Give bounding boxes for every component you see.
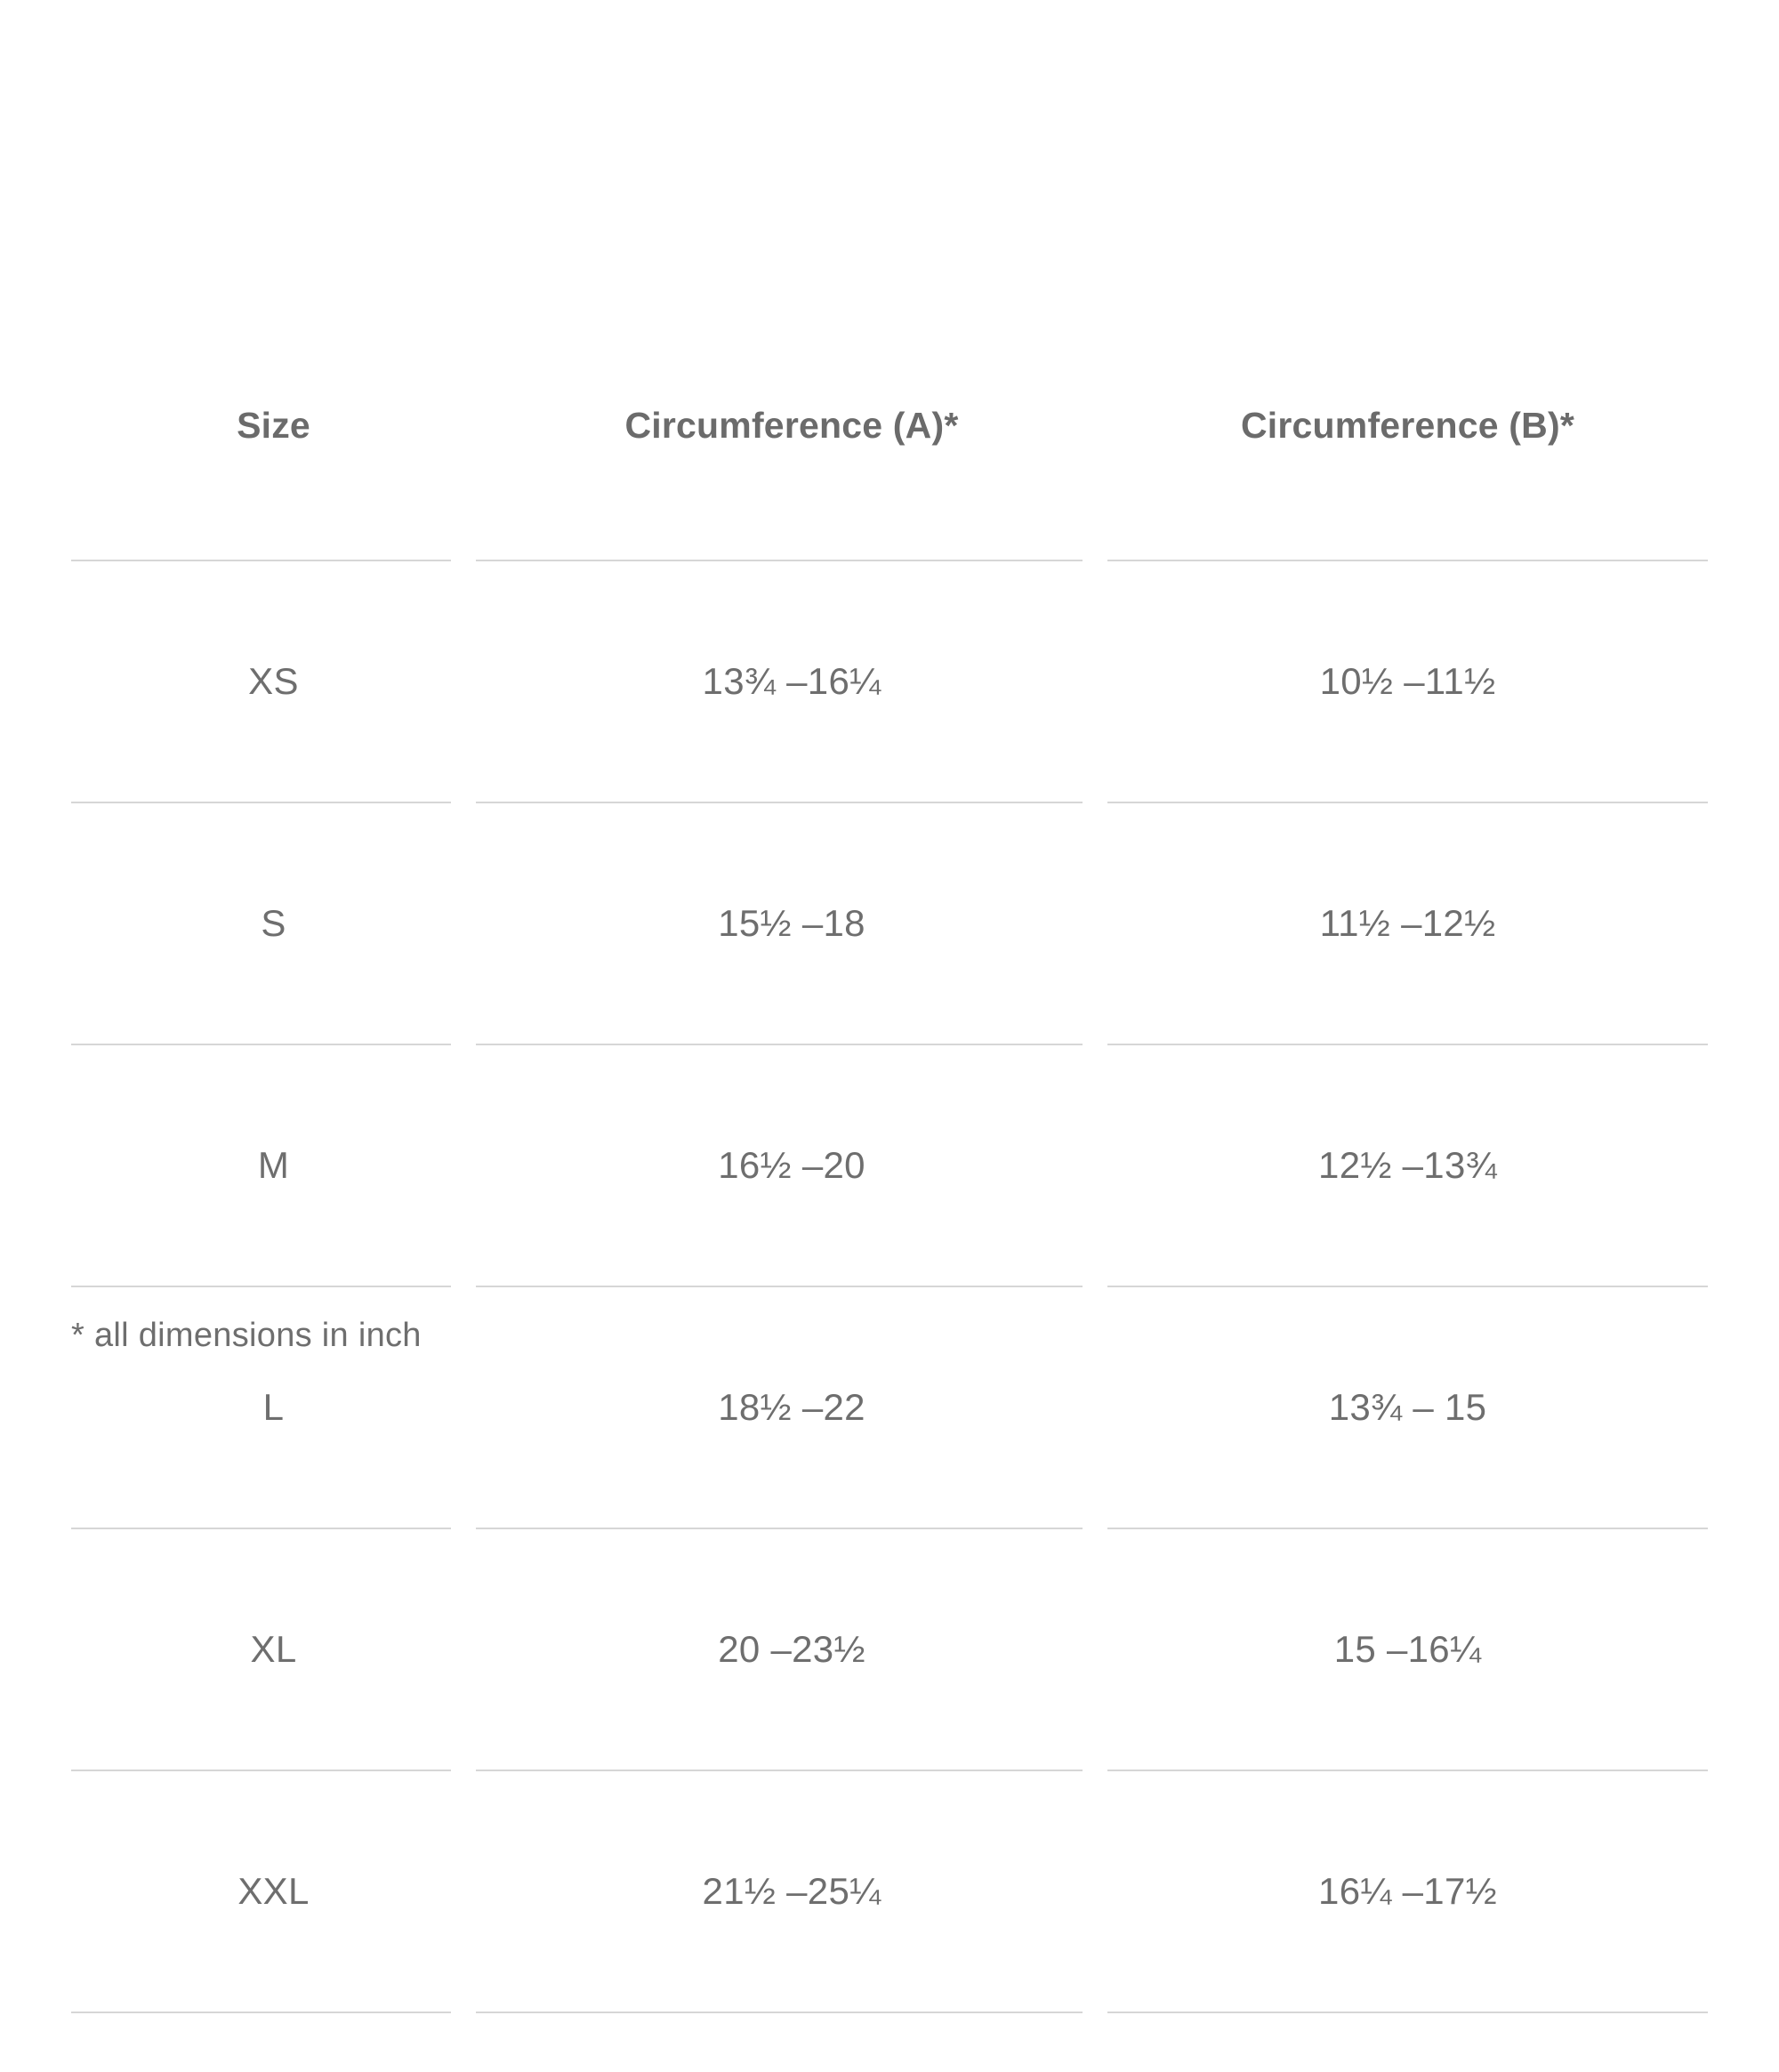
cell-circumference-b: 12½ –13¾ (1318, 1143, 1497, 1186)
table-rule-b (1107, 1710, 1708, 1830)
table-rule-size (71, 1710, 476, 1830)
table-row (71, 862, 1708, 984)
table-rule-b (1107, 742, 1708, 862)
size-chart-table-container (71, 405, 1708, 2072)
cell-circumference-a: 21½ –25¼ (702, 1869, 881, 1912)
table-rule-size (71, 742, 476, 862)
cell-circumference-b: 15 –16¼ (1333, 1627, 1482, 1670)
column-header-size: Size (237, 405, 310, 446)
table-rule-b (1107, 984, 1708, 1104)
column-header-circumference-a: Circumference (A)* (624, 405, 959, 446)
cell-size: L (262, 1385, 285, 1428)
cell-circumference-a: 20 –23½ (718, 1627, 865, 1670)
table-rule (71, 1710, 1708, 1830)
table-body (71, 500, 1708, 2072)
table-rule (71, 742, 1708, 862)
table-row (71, 1588, 1708, 1710)
table-rule-b (1107, 1226, 1708, 1346)
table-rule-b (1107, 500, 1708, 620)
table-row (71, 620, 1708, 742)
cell-size: XL (250, 1627, 297, 1670)
cell-size: M (257, 1143, 290, 1186)
table-rule (71, 500, 1708, 620)
table-header-row (71, 405, 1708, 500)
table-rule (71, 1952, 1708, 2072)
table-rule (71, 1468, 1708, 1588)
table-rule-a (476, 742, 1107, 862)
footnote: * all dimensions in inch (71, 1317, 422, 1354)
table-rule-b (1107, 1468, 1708, 1588)
table-rule-a (476, 1710, 1107, 1830)
table-row (71, 1346, 1708, 1468)
table-rule-size (71, 500, 476, 620)
table-rule-a (476, 984, 1107, 1104)
table-rule-b (1107, 1952, 1708, 2072)
table-rule-a (476, 1952, 1107, 2072)
table-rule-size (71, 984, 476, 1104)
cell-circumference-a: 16½ –20 (718, 1143, 865, 1186)
cell-circumference-a: 13¾ –16¼ (702, 659, 881, 702)
cell-size: XS (248, 659, 299, 702)
table-rule-a (476, 500, 1107, 620)
cell-size: S (261, 901, 286, 944)
cell-circumference-a: 15½ –18 (718, 901, 865, 944)
table-header (71, 405, 1708, 500)
table-row (71, 1104, 1708, 1226)
cell-circumference-b: 16¼ –17½ (1318, 1869, 1497, 1912)
table-rule-a (476, 1468, 1107, 1588)
cell-circumference-b: 13¾ – 15 (1328, 1385, 1487, 1428)
table-rule-size (71, 1952, 476, 2072)
table-rule-a (476, 1226, 1107, 1346)
table-row (71, 1830, 1708, 1952)
column-header-circumference-b: Circumference (B)* (1241, 405, 1574, 446)
cell-size: XXL (237, 1869, 310, 1912)
size-chart-table (71, 405, 1708, 2072)
cell-circumference-a: 18½ –22 (718, 1385, 865, 1428)
cell-circumference-b: 10½ –11½ (1319, 659, 1496, 702)
table-rule (71, 984, 1708, 1104)
cell-circumference-b: 11½ –12½ (1319, 901, 1496, 944)
table-rule-size (71, 1468, 476, 1588)
